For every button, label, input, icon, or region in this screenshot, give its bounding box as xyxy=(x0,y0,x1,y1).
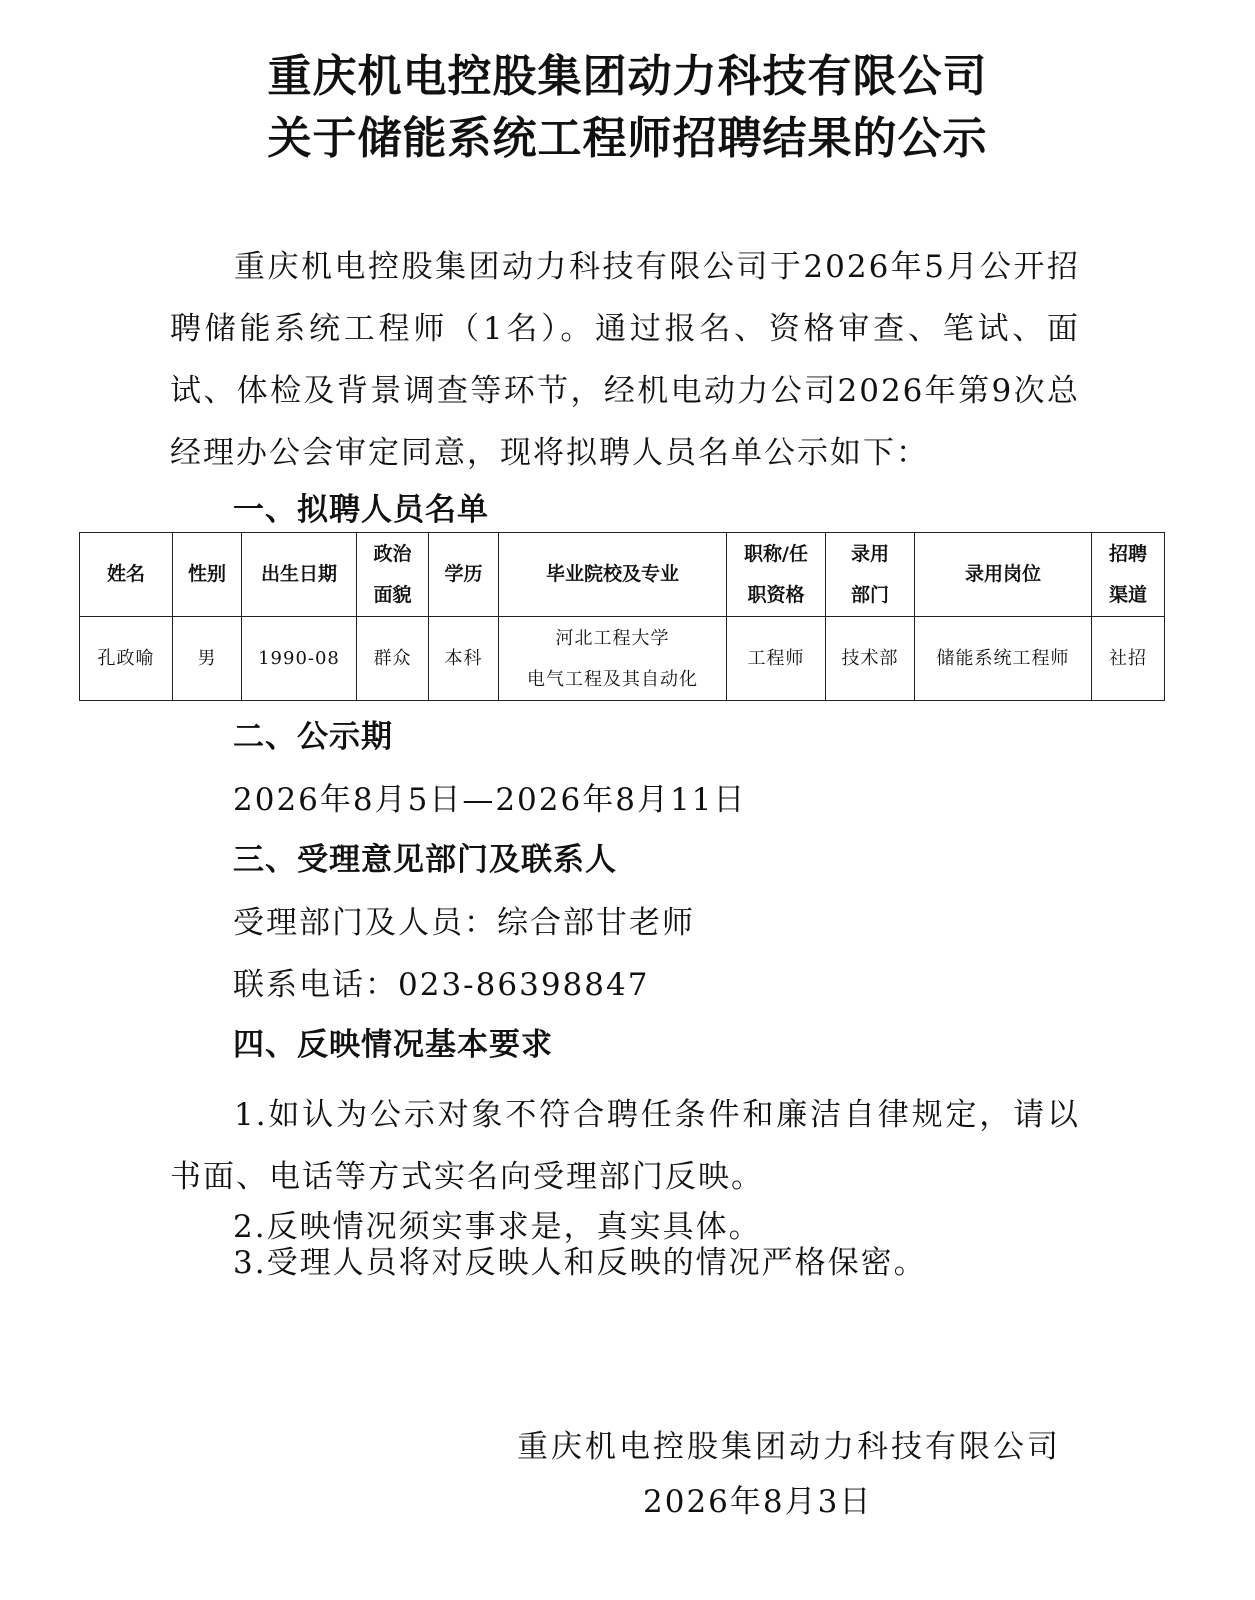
col-header-title xyxy=(727,533,826,617)
col-header-education: 学历 xyxy=(429,533,499,617)
col-header-title-l2: 职资格 xyxy=(747,583,805,606)
section-heading-requirements: 四、反映情况基本要求 xyxy=(233,1027,553,1063)
col-header-political-l1: 政治 xyxy=(373,542,412,565)
cell-school-major: 电气工程及其自动化 xyxy=(527,668,698,690)
requirement-item-3: 3.受理人员将对反映人和反映的情况严格保密。 xyxy=(233,1245,927,1281)
col-header-dept-l1: 录用 xyxy=(850,542,889,565)
cell-name: 孔政喻 xyxy=(80,617,173,701)
col-header-gender: 性别 xyxy=(173,533,242,617)
document-title-line2: 关于储能系统工程师招聘结果的公示 xyxy=(267,113,988,164)
document-title-line1: 重庆机电控股集团动力科技有限公司 xyxy=(267,51,988,102)
col-header-birth: 出生日期 xyxy=(242,533,357,617)
cell-channel: 社招 xyxy=(1092,617,1165,701)
cell-dept: 技术部 xyxy=(826,617,915,701)
col-header-dept xyxy=(826,533,915,617)
publicity-period: 2026年8月5日—2026年8月11日 xyxy=(233,782,747,818)
col-header-channel-l2: 渠道 xyxy=(1108,583,1147,606)
signature-company: 重庆机电控股集团动力科技有限公司 xyxy=(517,1429,1061,1465)
contact-phone: 联系电话：023-86398847 xyxy=(233,967,650,1003)
section-heading-contact: 三、受理意见部门及联系人 xyxy=(233,842,617,878)
cell-gender: 男 xyxy=(173,617,242,701)
intro-paragraph: 重庆机电控股集团动力科技有限公司于2026年5月公开招聘储能系统工程师（1名）。通过报名、资格审查、笔试、面试、体检及背景调查等环节，经机电动力公司2026年第9次总经理办公会审定同意，现将拟聘人员名单公示如下： xyxy=(170,249,1080,471)
cell-position: 储能系统工程师 xyxy=(915,617,1092,701)
col-header-school: 毕业院校及专业 xyxy=(499,533,727,617)
cell-title: 工程师 xyxy=(727,617,826,701)
cell-school-name: 河北工程大学 xyxy=(555,627,670,649)
col-header-political-l2: 面貌 xyxy=(373,583,412,606)
contact-department: 受理部门及人员：综合部甘老师 xyxy=(233,905,695,941)
col-header-name: 姓名 xyxy=(80,533,173,617)
table-header-row xyxy=(80,533,1165,617)
cell-birth: 1990-08 xyxy=(242,617,357,701)
cell-political: 群众 xyxy=(357,617,429,701)
cell-school xyxy=(499,617,727,701)
candidate-table xyxy=(79,532,1165,701)
signature-date: 2026年8月3日 xyxy=(643,1484,873,1520)
requirement-item-1: 1.如认为公示对象不符合聘任条件和廉洁自律规定，请以书面、电话等方式实名向受理部门反映。 xyxy=(170,1097,1080,1195)
table-row xyxy=(80,617,1165,701)
col-header-channel xyxy=(1092,533,1165,617)
col-header-position: 录用岗位 xyxy=(915,533,1092,617)
section-heading-candidates: 一、拟聘人员名单 xyxy=(233,492,489,528)
col-header-title-l1: 职称/任 xyxy=(744,542,808,565)
cell-education: 本科 xyxy=(429,617,499,701)
col-header-channel-l1: 招聘 xyxy=(1108,542,1147,565)
col-header-political xyxy=(357,533,429,617)
section-heading-period: 二、公示期 xyxy=(233,719,393,755)
col-header-dept-l2: 部门 xyxy=(850,583,889,606)
requirement-item-2: 2.反映情况须实事求是，真实具体。 xyxy=(233,1209,762,1245)
